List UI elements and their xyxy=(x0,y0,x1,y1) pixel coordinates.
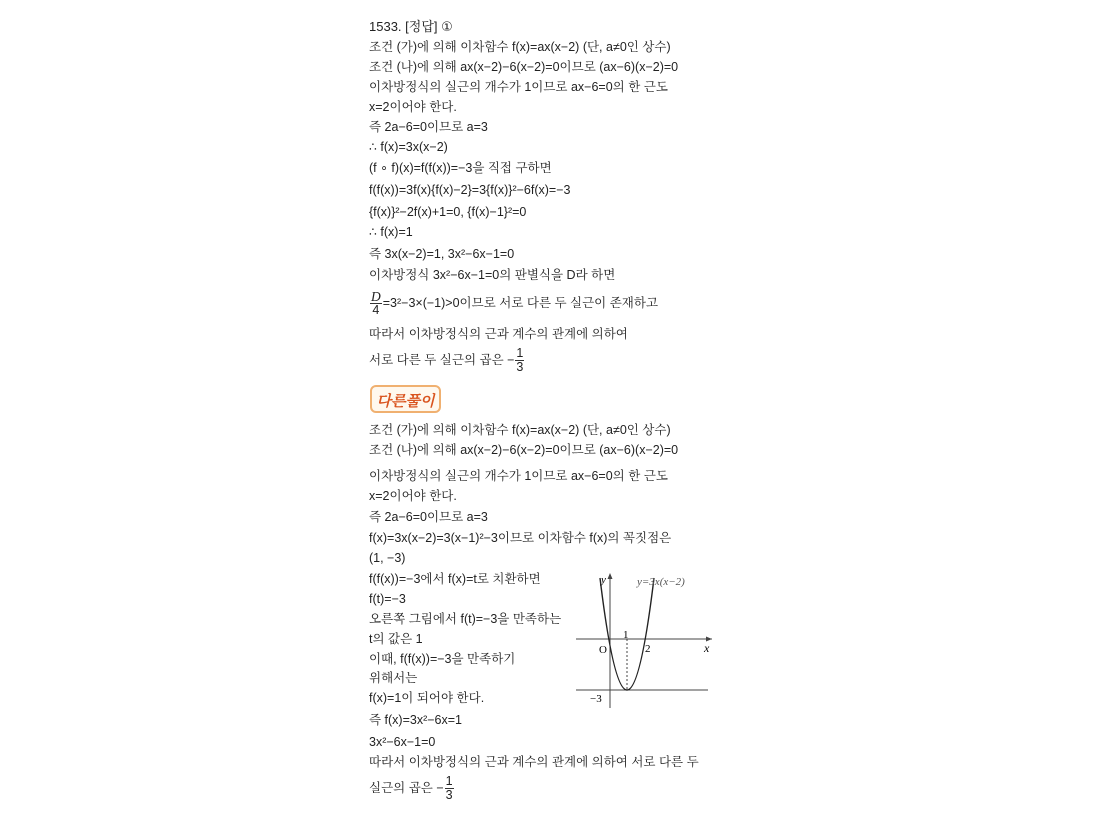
solution-line: ∴ f(x)=3x(x−2) xyxy=(369,140,448,154)
fraction-denominator: 3 xyxy=(516,360,524,374)
fraction-numerator: 1 xyxy=(516,346,524,360)
solution-line: 즉 2a−6=0이므로 a=3 xyxy=(369,510,488,524)
solution-line-fraction xyxy=(369,347,525,374)
tick-label-neg3: −3 xyxy=(590,693,602,705)
solution-line-text: 실근의 곱은 − xyxy=(369,780,444,795)
x-axis-label: x xyxy=(704,641,710,655)
solution-line: ∴ f(x)=1 xyxy=(369,225,413,239)
solution-line: f(f(x))=−3에서 f(x)=t로 치환하면 xyxy=(369,572,541,586)
solution-line: 오른쪽 그림에서 f(t)=−3을 만족하는 xyxy=(369,612,562,626)
origin-label: O xyxy=(599,644,607,656)
solution-line: 즉 3x(x−2)=1, 3x²−6x−1=0 xyxy=(369,247,515,261)
solution-line: (1, −3) xyxy=(369,551,406,565)
solution-line: 이차방정식의 실근의 개수가 1이므로 ax−6=0의 한 근도 xyxy=(369,80,668,94)
fraction-one-third xyxy=(515,347,524,374)
solution-line: 위해서는 xyxy=(369,671,418,685)
fraction-numerator: 1 xyxy=(445,774,453,788)
solution-line: 이차방정식 3x²−6x−1=0의 판별식을 D라 하면 xyxy=(369,268,616,282)
tick-label-2: 2 xyxy=(645,643,651,655)
solution-line: f(x)=1이 되어야 한다. xyxy=(369,691,485,705)
solution-line: 이차방정식의 실근의 개수가 1이므로 ax−6=0의 한 근도 xyxy=(369,469,668,483)
solution-line: f(t)=−3 xyxy=(369,592,406,606)
solution-line-text: 서로 다른 두 실근의 곱은 − xyxy=(369,352,515,367)
solution-line: 이때, f(f(x))=−3을 만족하기 xyxy=(369,652,516,666)
curve-label: y=3x(x−2) xyxy=(637,576,685,588)
solution-line: 따라서 이차방정식의 근과 계수의 관계에 의하여 xyxy=(369,327,628,341)
y-axis-label: y xyxy=(601,574,606,586)
fraction-denominator: 3 xyxy=(445,788,453,802)
solution-line: 조건 (가)에 의해 이차함수 f(x)=ax(x−2) (단, a≠0인 상수) xyxy=(369,40,671,54)
solution-line: 따라서 이차방정식의 근과 계수의 관계에 의하여 서로 다른 두 xyxy=(369,755,699,769)
solution-line: 조건 (가)에 의해 이차함수 f(x)=ax(x−2) (단, a≠0인 상수) xyxy=(369,423,671,437)
fraction-numerator: D xyxy=(371,289,381,304)
fraction-one-third xyxy=(445,775,454,802)
solution-line: 조건 (나)에 의해 ax(x−2)−6(x−2)=0이므로 (ax−6)(x−2)=0 xyxy=(369,443,679,457)
solution-line: t의 값은 1 xyxy=(369,632,423,646)
solution-line: 조건 (나)에 의해 ax(x−2)−6(x−2)=0이므로 (ax−6)(x−2)=0 xyxy=(369,60,679,74)
solution-line: {f(x)}²−2f(x)+1=0, {f(x)−1}²=0 xyxy=(369,205,527,219)
solution-line: (f ∘ f)(x)=f(f(x))=−3을 직접 구하면 xyxy=(369,161,552,175)
solution-line-fraction xyxy=(369,775,455,802)
solution-line: x=2이어야 한다. xyxy=(369,100,457,114)
fraction-denominator: 4 xyxy=(372,303,380,317)
solution-line: f(x)=3x(x−2)=3(x−1)²−3이므로 이차함수 f(x)의 꼭짓점은 xyxy=(369,531,672,545)
alternate-solution-badge: 다른풀이 xyxy=(370,385,441,413)
problem-header: 1533. [정답] ① xyxy=(369,19,453,34)
solution-line: 3x²−6x−1=0 xyxy=(369,735,436,749)
solution-line-fraction xyxy=(369,290,658,317)
solution-line: 즉 f(x)=3x²−6x=1 xyxy=(369,713,463,727)
solution-line: f(f(x))=3f(x){f(x)−2}=3{f(x)}²−6f(x)=−3 xyxy=(369,183,571,197)
tick-label-1: 1 xyxy=(623,629,629,641)
solution-line-text: =3²−3×(−1)>0이므로 서로 다른 두 실근이 존재하고 xyxy=(382,295,659,310)
parabola-graph xyxy=(570,568,720,713)
solution-line: 즉 2a−6=0이므로 a=3 xyxy=(369,120,488,134)
solution-line: x=2이어야 한다. xyxy=(369,489,457,503)
y-axis-arrow xyxy=(608,573,613,579)
fraction-d-over-4 xyxy=(370,290,382,317)
